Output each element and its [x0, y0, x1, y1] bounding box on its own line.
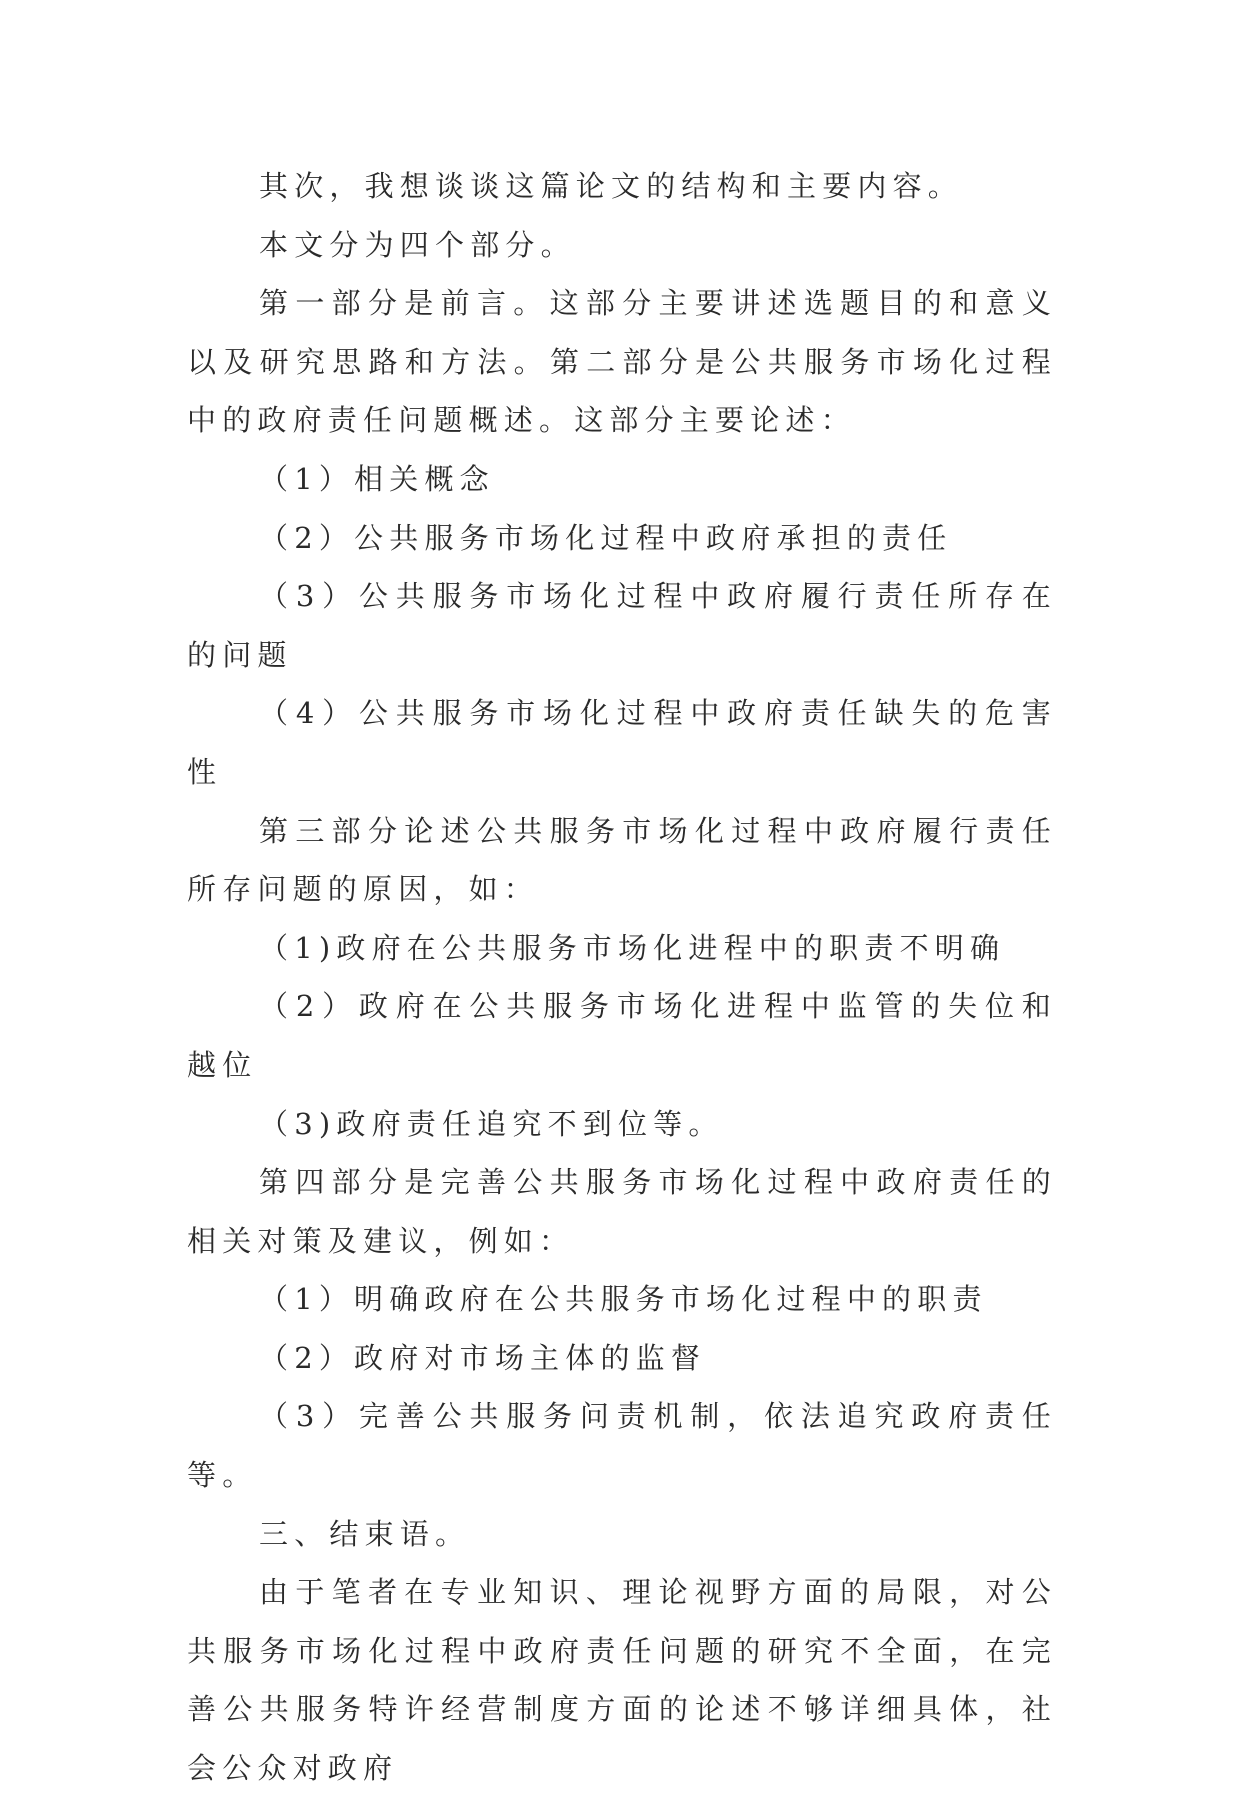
- list-item-part-three-1: （1)政府在公共服务市场化进程中的职责不明确: [259, 930, 1006, 965]
- list-item-part-four-3: （3）完善公共服务问责机制，依法追究政府责任等。: [187, 1399, 1057, 1493]
- list-item-part-two-3: （3）公共服务市场化过程中政府履行责任所存在的问题: [187, 579, 1057, 672]
- list-item-part-three-3: （3)政府责任追究不到位等。: [259, 1106, 724, 1141]
- paragraph-conclusion: 由于笔者在专业知识、理论视野方面的局限，对公共服务市场化过程中政府责任问题的研究不全面，在完善公共服务特许经营制度方面的论述不够详细具体，社会公众对政府: [187, 1575, 1057, 1786]
- list-item-part-two-2: （2）公共服务市场化过程中政府承担的责任: [259, 520, 953, 555]
- list-item-part-two-1: （1）相关概念: [259, 461, 495, 496]
- paragraph-four-parts: 本文分为四个部分。: [259, 227, 576, 262]
- section-heading-conclusion: 三、结束语。: [259, 1516, 471, 1551]
- paragraph-part-four: 第四部分是完善公共服务市场化过程中政府责任的相关对策及建议，例如：: [187, 1165, 1057, 1258]
- list-item-part-three-2: （2）政府在公共服务市场化进程中监管的失位和越位: [187, 989, 1057, 1082]
- list-item-part-four-2: （2）政府对市场主体的监督: [259, 1340, 707, 1375]
- paragraph-part-three: 第三部分论述公共服务市场化过程中政府履行责任所存问题的原因，如：: [187, 813, 1057, 907]
- list-item-part-four-1: （1）明确政府在公共服务市场化过程中的职责: [259, 1282, 988, 1317]
- list-item-part-two-4: （4）公共服务市场化过程中政府责任缺失的危害性: [187, 696, 1057, 789]
- paragraph-intro-structure: 其次，我想谈谈这篇论文的结构和主要内容。: [259, 169, 964, 203]
- paragraph-part-one-two: 第一部分是前言。这部分主要讲述选题目的和意义以及研究思路和方法。第二部分是公共服务市场化过程中的政府责任问题概述。这部分主要论述：: [187, 286, 1057, 438]
- document-body: [187, 157, 1057, 1798]
